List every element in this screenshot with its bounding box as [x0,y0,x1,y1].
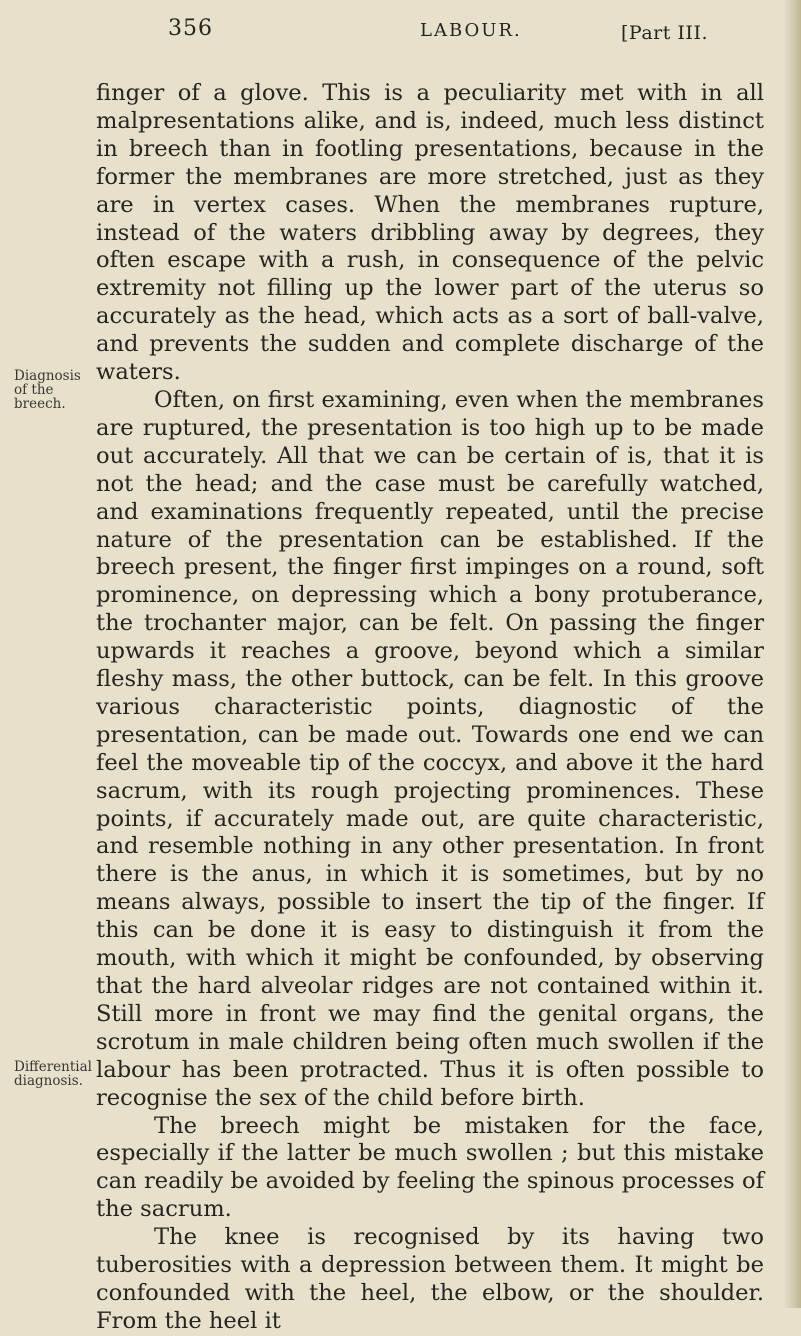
paragraph-knee: The knee is recognised by its having two tuberosities with a depression between them. It might be confounded with the heel, the elbow, or the shoulder. From the heel it [96,1224,764,1334]
body-text [96,80,764,1336]
margin-note-diagnosis: Diagnosis of the breech. [14,368,81,412]
part-label: [Part III. [621,22,708,44]
paragraph-differential: The breech might be mistaken for the face, especially if the latter be much swollen ; but this mistake can readily be avoided by feeling the spinous processes of the sacrum. [96,1112,764,1223]
paragraph-diagnosis: Often, on first examining, even when the membranes are ruptured, the presentation is too high up to be made out accurately. All that we can be certain of is, that it is not the head; and the case must be carefully watched, and examinations frequently repeated, until the precise nature of the presentation can be established. If the breech present, the finger first impinges on a round, soft prominence, on depressing which a bony protuberance, the trochanter major, can be felt. On passing the finger upwards it reaches a groove, beyond which a similar fleshy mass, the other buttock, can be felt. In this groove various characteristic points, diagnostic of the presentation, can be made out. Towards one end we can feel the moveable tip of the coccyx, and above it the hard sacrum, with its rough projecting prominences. These points, if accurately made out, are quite characteristic, and resemble nothing in any other presentation. In front there is the anus, in which it is sometimes, but by no means always, possible to insert the tip of the finger. If this can be done it is easy to distinguish it from the mouth, with which it might be confounded, by observing that the hard alveolar ridges are not contained within it. Still more in front we may find the genital organs, the scrotum in male children being often much swollen if the labour has been protracted. Thus it is often possible to recognise the sex of the child before birth. [96,386,764,1111]
margin-note-differential-diagnosis: Differential diagnosis. [14,1059,92,1089]
paragraph-continued: finger of a glove. This is a peculiarity met with in all malpresentations alike, and is, indeed, much less distinct in breech than in footling presentations, because in the former the membranes are more stretched, just as they are in vertex cases. When the membranes rupture, instead of the waters dribbling away by degrees, they often escape with a rush, in consequence of the pelvic extremity not filling up the lower part of the uterus so accurately as the head, which acts as a sort of ball-valve, and prevents the sudden and complete discharge of the waters. [96,80,764,386]
page-edge-shadow [783,0,801,1308]
running-head: LABOUR. [420,20,522,41]
page-header [0,16,801,56]
page-number: 356 [168,16,213,41]
